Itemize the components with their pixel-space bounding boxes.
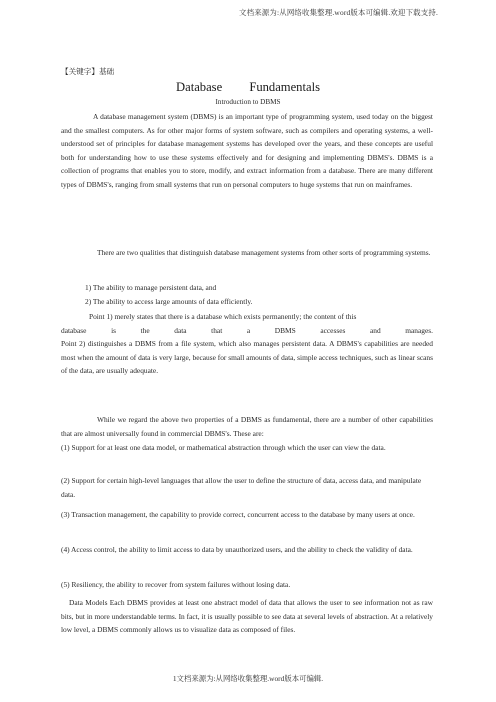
word: is [111,325,116,335]
intro-paragraph: A database management system (DBMS) is an important type of programming system, used today on the biggest and the smallest computers. As for other major forms of system software, such as compilers and operating systems, a well-understood set of principles for database management systems has developed over the years, and these concepts are useful both for understanding how to use these systems effectively and for designing and implementing DBMS's. DBMS is a collection of programs that enables you to store, modify, and extract information from a database. There are many different types of DBMS's, ranging from small systems that run on personal computers to huge systems that run on mainframes. [61,112,433,189]
points-rest: Point 2) distinguishes a DBMS from a file system, which also manages persistent data. A DBMS's capabilities are needed most when the amount of data is very large, because for small amounts of data, simple access techniques, such as linear scans of the data, are usually adequate. [61,339,433,375]
page-footer: 1文档来源为:从网络收集整理.word版本可编辑. [172,674,324,683]
capability-item-1: (1) Support for at least one data model, or mathematical abstraction through which the user can view the data. [61,443,386,452]
capabilities-paragraph: While we regard the above two properties of a DBMS as fundamental, there are a number of other capabilities that are almost universally found in commercial DBMS's. These are: [61,415,433,438]
word: DBMS [274,325,296,335]
keywords-label: 【关键字】基础 [61,67,115,76]
word: the [140,325,150,335]
capability-item-4: (4) Access control, the ability to limit access to data by unauthorized users, and the ability to check the validity of data. [61,545,413,554]
capability-item-2: (2) Support for certain high-level languages that allow the user to define the structure of data, access data, and manipulate data. [61,476,422,499]
list-item-2: 2) The ability to access large amounts of data efficiently. [85,297,253,306]
word: that [211,325,223,335]
word: a [246,325,251,335]
word: database [61,325,87,335]
word: and [369,325,381,335]
data-models-paragraph: Data Models Each DBMS provides at least one abstract model of data that allows the user to see information not as raw bits, but in more understandable terms. In fact, it is usually possible to see data at several levels of abstraction. At a relatively low level, a DBMS commonly allows us to visualize data as composed of files. [61,598,433,634]
capability-item-3: (3) Transaction management, the capability to provide correct, concurrent access to the database by many users at once. [61,510,415,519]
document-title: Database Fundamentals [176,80,320,94]
word: accesses [320,325,346,335]
points-paragraph [61,310,433,378]
points-line-1: Point 1) merely states that there is a database which exists permanently; the content of this [89,312,357,321]
capability-item-5: (5) Resiliency, the ability to recover from system failures without losing data. [61,580,291,589]
document-subtitle: Introduction to DBMS [215,98,281,106]
word: data [174,325,187,335]
list-item-1: 1) The ability to manage persistent data, and [85,283,217,292]
page-header: 文档来源为:从网络收集整理.word版本可编辑.欢迎下载支持. [239,8,438,17]
points-line-2 [61,324,433,338]
qualities-paragraph: There are two qualities that distinguish database management systems from other sorts of programming systems. [97,248,431,257]
word: manages. [405,325,433,335]
